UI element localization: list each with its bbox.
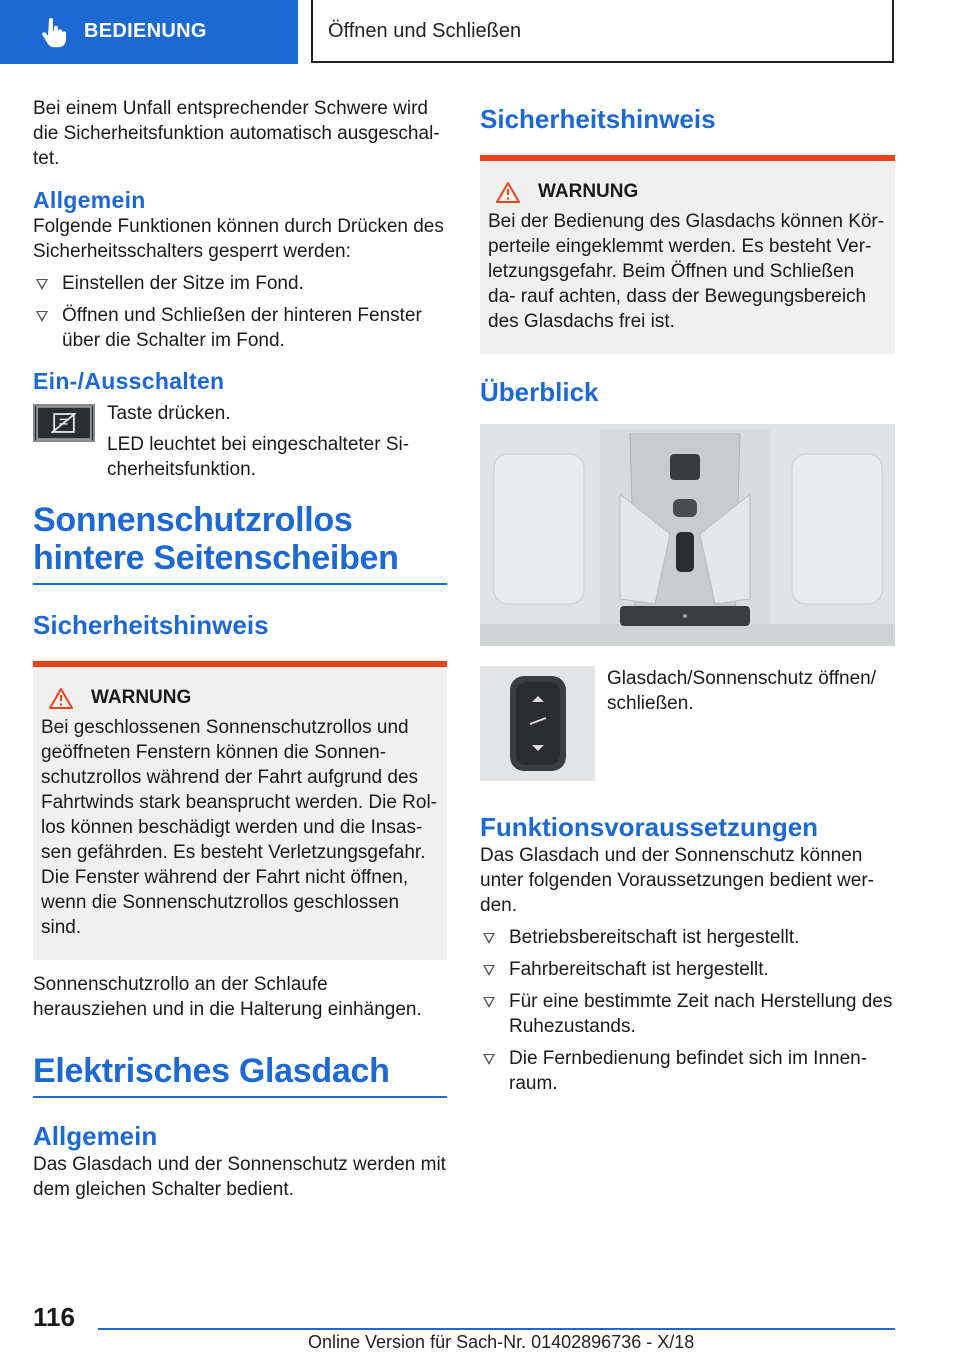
- warning-text: Bei der Bedienung des Glasdachs können Kör- perteile eingeklemmt werden. Es besteht Ver- letzungsgefahr. Beim Öffnen und Schließen da- rauf achten, dass der Bewegungsbereich des Glasdachs frei ist.: [488, 211, 885, 332]
- roof-switch-image: [480, 666, 595, 781]
- warning-header: [488, 181, 885, 203]
- funktionsvoraussetzungen-text: Das Glasdach und der Sonnenschutz können unter folgenden Voraussetzungen bedient wer- den.: [480, 845, 874, 916]
- warning-triangle-icon: [496, 181, 520, 203]
- warning-box-sonnenschutz: [33, 661, 447, 960]
- switch-caption: Glasdach/Sonnenschutz öffnen/ schließen.: [607, 668, 877, 714]
- chapter-tab[interactable]: [0, 0, 298, 64]
- triangle-bullet-icon: [36, 279, 48, 290]
- roof-console-image: [480, 424, 895, 646]
- triangle-bullet-icon: [36, 311, 48, 322]
- triangle-bullet-icon: [483, 997, 495, 1008]
- safety-switch-icon: [33, 404, 95, 442]
- intro-paragraph: Bei einem Unfall entsprechender Schwere wird die Sicherheitsfunktion automatisch ausgeschal- tet.: [33, 98, 440, 169]
- page-header: [0, 0, 960, 66]
- online-version-text: Online Version für Sach-Nr. 01402896736 - X/18: [308, 1332, 695, 1352]
- list-item: Einstellen der Sitze im Fond.: [33, 271, 447, 296]
- funktionsvoraussetzungen-list: [480, 925, 895, 1096]
- warning-label: WARNUNG: [538, 181, 639, 202]
- ein-aus-step: Taste drücken.: [107, 403, 231, 424]
- list-item: Für eine bestimmte Zeit nach Herstellung des Ruhezustands.: [480, 989, 895, 1039]
- list-item: Öffnen und Schließen der hinteren Fenster über die Schalter im Fond.: [33, 303, 447, 353]
- triangle-bullet-icon: [483, 933, 495, 944]
- ueberblick-heading: Überblick: [480, 377, 599, 407]
- sonnenschutz-instruction: Sonnenschutzrollo an der Schlaufe herausziehen und in die Halterung einhängen.: [33, 974, 422, 1020]
- left-column: [33, 96, 447, 1202]
- switch-overview: [480, 666, 895, 781]
- section-tab-label: Öffnen und Schließen: [328, 20, 522, 42]
- warning-triangle-icon: [49, 687, 73, 709]
- ein-aus-led-line: LED leuchtet bei eingeschalteter Si- cherheitsfunktion.: [107, 434, 410, 480]
- list-item: Fahrbereitschaft ist hergestellt.: [480, 957, 895, 982]
- glasdach-allgemein-heading: Allgemein: [33, 1121, 158, 1151]
- glasdach-heading: Elektrisches Glasdach: [33, 1052, 447, 1098]
- list-item: Die Fernbedienung befindet sich im Innen- raum.: [480, 1046, 895, 1096]
- warning-label: WARNUNG: [91, 687, 192, 708]
- sonnen-sicherheit-heading: Sicherheitshinweis: [33, 610, 269, 640]
- triangle-bullet-icon: [483, 965, 495, 976]
- sonnenschutz-heading: Sonnenschutzrollos hintere Seitenscheiben: [33, 501, 447, 585]
- chapter-tab-label: BEDIENUNG: [84, 20, 207, 42]
- warning-text: Bei geschlossenen Sonnenschutzrollos und geöffneten Fenstern können die Sonnen- schutzrollos während der Fahrt aufgrund des Fahrtwinds stark beansprucht werden. Die Rol- los können beschädigt werden und die Insas- sen gefährden. Es besteht Verletzungsgefahr. Die Fenster während der Fahrt nicht öffnen, wenn die Sonnenschutzrollos geschlossen sind.: [41, 717, 438, 938]
- allgemein-heading: Allgemein: [33, 187, 146, 213]
- warning-header: [41, 687, 437, 709]
- triangle-bullet-icon: [483, 1054, 495, 1065]
- allgemein-text: Folgende Funktionen können durch Drücken des Sicherheitsschalters gesperrt werden:: [33, 216, 444, 262]
- glasdach-allgemein-text: Das Glasdach und der Sonnenschutz werden mit dem gleichen Schalter bedient.: [33, 1154, 446, 1200]
- ein-aus-block: [33, 401, 447, 481]
- funktionsvoraussetzungen-heading: Funktionsvoraussetzungen: [480, 812, 819, 842]
- right-column: [480, 96, 895, 1096]
- page-footer: [0, 1296, 960, 1362]
- allgemein-list: [33, 271, 447, 353]
- page-number: 116: [33, 1302, 75, 1332]
- hand-pointer-icon: [40, 18, 66, 48]
- glasdach-sicherheit-heading: Sicherheitshinweis: [480, 104, 716, 134]
- ein-aus-heading: Ein-/Ausschalten: [33, 368, 225, 394]
- warning-box-glasdach: [480, 155, 895, 354]
- list-item: Betriebsbereitschaft ist hergestellt.: [480, 925, 895, 950]
- footer-divider: [98, 1328, 895, 1330]
- section-tab[interactable]: [311, 0, 894, 63]
